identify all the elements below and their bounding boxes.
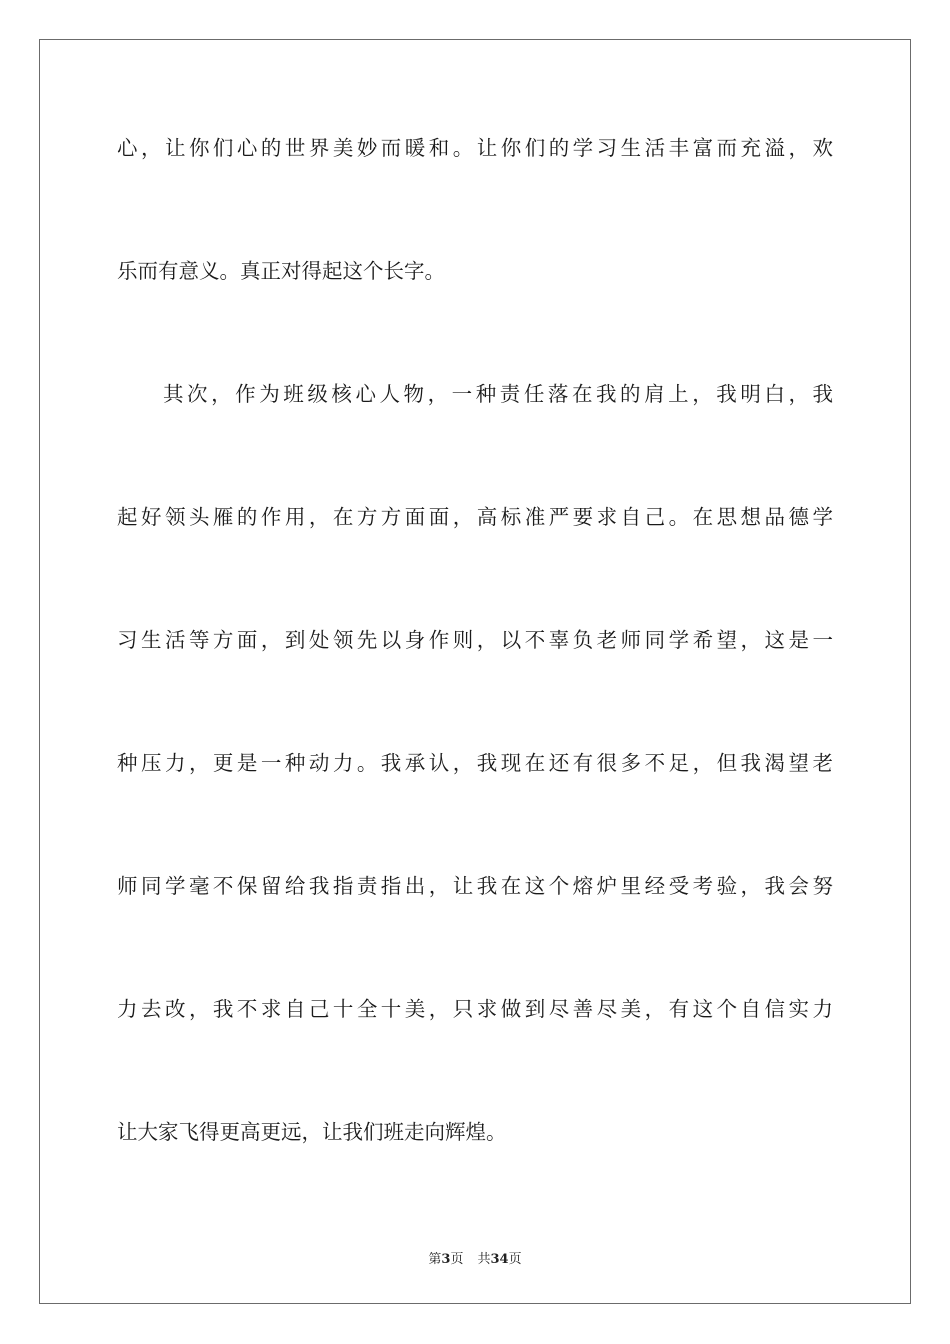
current-page-number: 3 — [441, 1252, 451, 1267]
footer-total-prefix: 共 — [477, 1252, 491, 1267]
text-line: 心，让你们心的世界美妙而暖和。让你们的学习生活丰富而充溢，欢 — [117, 136, 833, 160]
document-body — [117, 117, 833, 1224]
footer-page-suffix: 页 — [450, 1252, 464, 1267]
footer-page-prefix: 第 — [428, 1252, 442, 1267]
total-page-count: 34 — [490, 1252, 509, 1267]
text-line: 师同学毫不保留给我指责指出，让我在这个熔炉里经受考验，我会努 — [117, 874, 833, 898]
text-line: 乐而有意义。真正对得起这个长字。 — [117, 259, 445, 283]
text-line: 习生活等方面，到处领先以身作则，以不辜负老师同学希望，这是一 — [117, 628, 833, 652]
paragraph-first-line: 其次，作为班级核心人物，一种责任落在我的肩上，我明白，我 — [163, 382, 833, 406]
text-line: 起好领头雁的作用，在方方面面，高标准严要求自己。在思想品德学 — [117, 505, 833, 529]
text-line: 种压力，更是一种动力。我承认，我现在还有很多不足，但我渴望老 — [117, 751, 833, 775]
text-line: 力去改，我不求自己十全十美，只求做到尽善尽美，有这个自信实力 — [117, 997, 833, 1021]
page-footer — [0, 1248, 950, 1267]
footer-total-suffix: 页 — [508, 1252, 522, 1267]
text-line: 让大家飞得更高更远，让我们班走向辉煌。 — [117, 1120, 507, 1144]
